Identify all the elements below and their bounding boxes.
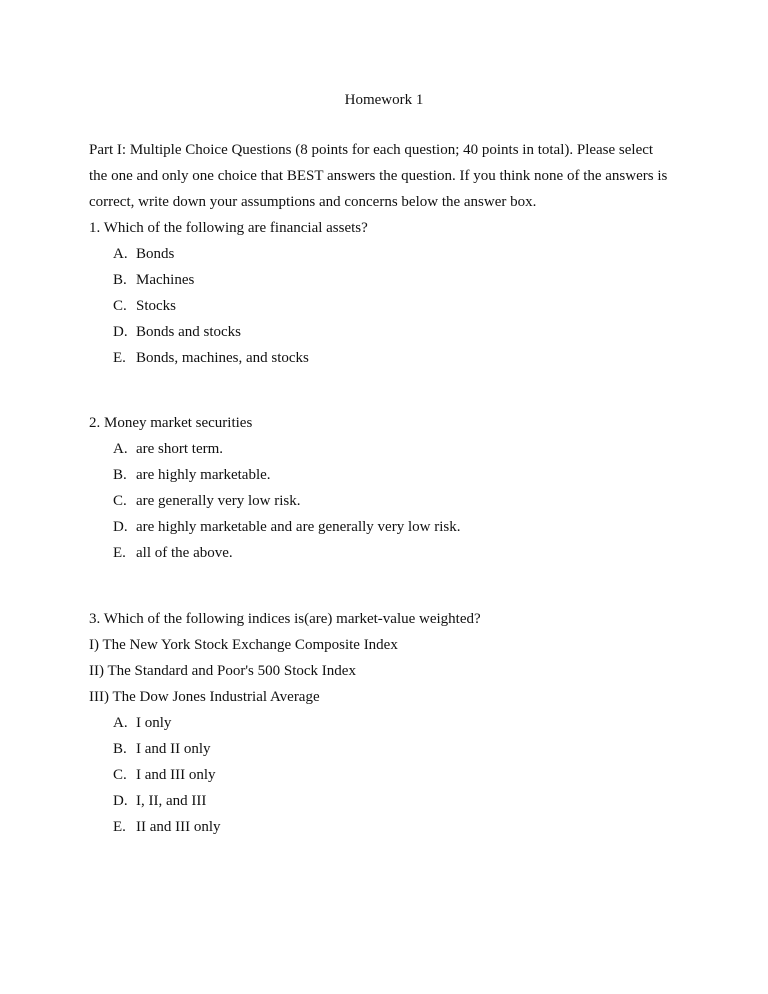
q1-option [113,324,241,341]
option-letter: B. [113,467,127,483]
option-text: Bonds [136,246,175,262]
q3-option [113,819,221,836]
option-letter: C. [113,767,127,783]
option-text: all of the above. [136,545,233,561]
option-letter: A. [113,246,128,262]
option-letter: A. [113,441,128,457]
q1-option [113,298,176,315]
q2-option [113,545,233,562]
option-text: are highly marketable. [136,467,271,483]
option-letter: D. [113,519,128,535]
q2-option [113,493,301,510]
intro-line: the one and only one choice that BEST answers the question. If you think none of the answers is [89,168,668,184]
option-letter: D. [113,793,128,809]
q2-option [113,467,271,484]
q3-option [113,793,206,810]
option-text: I and II only [136,741,211,757]
option-text: are generally very low risk. [136,493,301,509]
q1-option [113,350,309,367]
option-letter: E. [113,350,126,366]
q3-option [113,741,211,758]
question-3-stem: 3. Which of the following indices is(are) market-value weighted? [89,611,481,627]
intro-line: Part I: Multiple Choice Questions (8 points for each question; 40 points in total). Please select [89,142,654,158]
option-letter: E. [113,545,126,561]
option-text: Bonds and stocks [136,324,241,340]
page-title: Homework 1 [344,92,424,108]
q2-option [113,441,223,458]
q1-option [113,246,174,263]
option-letter: E. [113,819,126,835]
question-1-stem: 1. Which of the following are financial assets? [89,220,368,236]
question-3-item: II) The Standard and Poor's 500 Stock Index [89,663,356,679]
option-letter: C. [113,298,127,314]
question-3-item: I) The New York Stock Exchange Composite Index [89,637,398,653]
option-letter: B. [113,272,127,288]
option-letter: D. [113,324,128,340]
option-text: I, II, and III [136,793,207,809]
q3-option [113,767,216,784]
option-text: Stocks [136,298,177,314]
q1-option [113,272,194,289]
question-3-item: III) The Dow Jones Industrial Average [89,689,320,705]
question-2-stem: 2. Money market securities [89,415,253,431]
option-text: Bonds, machines, and stocks [136,350,309,366]
option-text: I only [136,715,172,731]
option-text: Machines [136,272,195,288]
intro-line: correct, write down your assumptions and concerns below the answer box. [89,194,537,210]
option-letter: C. [113,493,127,509]
option-text: I and III only [136,767,216,783]
option-text: II and III only [136,819,221,835]
option-text: are highly marketable and are generally very low risk. [136,519,461,535]
option-text: are short term. [136,441,224,457]
q3-option [113,715,171,732]
option-letter: A. [113,715,128,731]
option-letter: B. [113,741,127,757]
q2-option [113,519,460,536]
